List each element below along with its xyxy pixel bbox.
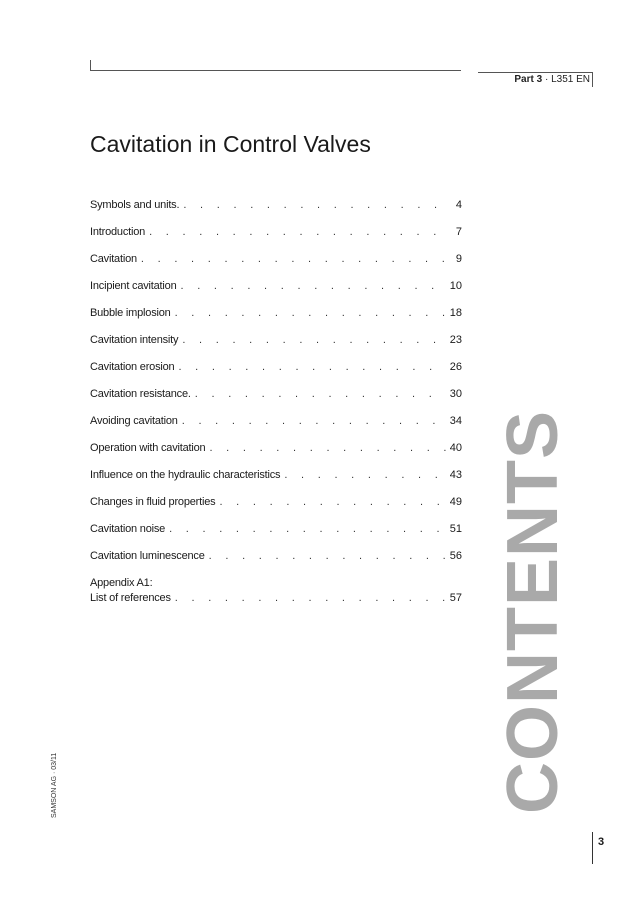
toc-entry[interactable] [90, 523, 462, 550]
toc-entry-label: Cavitation intensity [90, 334, 179, 346]
toc-entry-label: Influence on the hydraulic characteristics [90, 469, 281, 481]
dot-leader [284, 469, 445, 481]
page-number-bar [592, 832, 593, 864]
toc-entry-label: Cavitation resistance. [90, 388, 191, 400]
toc-entry[interactable] [90, 442, 462, 469]
toc-entry[interactable] [90, 253, 462, 280]
dot-leader [141, 253, 446, 265]
table-of-contents [90, 199, 462, 617]
toc-entry-label: Operation with cavitation [90, 442, 206, 454]
toc-entry-page: 23 [449, 334, 462, 346]
header-rule-tick-right [592, 72, 593, 87]
part-label: Part 3 [514, 74, 543, 85]
dot-leader [219, 496, 445, 508]
toc-entry-page: 49 [449, 496, 462, 508]
toc-entry[interactable] [90, 550, 462, 577]
dot-leader [209, 550, 446, 562]
toc-entry-page: 30 [449, 388, 462, 400]
dot-leader [182, 334, 445, 346]
toc-appendix-heading: Appendix A1: [90, 577, 153, 589]
toc-entry-appendix[interactable] [90, 577, 462, 617]
toc-entry-label: Incipient cavitation [90, 280, 177, 292]
dot-leader [149, 226, 446, 238]
toc-entry-label: List of references [90, 592, 171, 604]
toc-entry-page: 7 [455, 226, 462, 238]
toc-entry-label: Avoiding cavitation [90, 415, 178, 427]
toc-entry-label: Bubble implosion [90, 307, 171, 319]
header-rule [90, 70, 461, 71]
dot-leader [209, 442, 445, 454]
toc-entry-label: Cavitation noise [90, 523, 166, 535]
dot-leader [181, 280, 446, 292]
dot-leader [175, 307, 446, 319]
toc-entry-label: Symbols and units. [90, 199, 180, 211]
dot-leader [182, 415, 446, 427]
separator: · [544, 74, 549, 85]
toc-entry[interactable] [90, 496, 462, 523]
toc-entry-page: 26 [449, 361, 462, 373]
toc-entry[interactable] [90, 199, 462, 226]
toc-entry[interactable] [90, 226, 462, 253]
toc-entry-page: 43 [449, 469, 462, 481]
toc-entry-page: 18 [449, 307, 462, 319]
toc-entry[interactable] [90, 388, 462, 415]
toc-entry-label: Cavitation erosion [90, 361, 175, 373]
toc-entry[interactable] [90, 361, 462, 388]
toc-entry[interactable] [90, 307, 462, 334]
page-title: Cavitation in Control Valves [90, 131, 371, 157]
toc-entry[interactable] [90, 415, 462, 442]
toc-entry[interactable] [90, 280, 462, 307]
toc-entry-page: 40 [449, 442, 462, 454]
contents-side-heading: CONTENTS [493, 410, 573, 814]
dot-leader [175, 592, 446, 604]
document-code: L351 EN [551, 74, 590, 85]
toc-entry-page: 9 [455, 253, 462, 265]
toc-entry-page: 34 [449, 415, 462, 427]
header-rule-right [478, 72, 593, 73]
toc-entry-page: 10 [449, 280, 462, 292]
toc-entry-label: Cavitation [90, 253, 137, 265]
toc-entry-label: Cavitation luminescence [90, 550, 205, 562]
toc-entry-page: 4 [455, 199, 462, 211]
dot-leader [183, 199, 446, 211]
toc-entry-page: 57 [449, 592, 462, 604]
dot-leader [195, 388, 446, 400]
toc-entry[interactable] [90, 334, 462, 361]
toc-entry-label: Changes in fluid properties [90, 496, 216, 508]
toc-entry-page: 51 [449, 523, 462, 535]
document-reference [514, 74, 590, 85]
toc-entry[interactable] [90, 469, 462, 496]
dot-leader [178, 361, 445, 373]
dot-leader [169, 523, 446, 535]
page-number: 3 [598, 836, 605, 848]
toc-entry-page: 56 [449, 550, 462, 562]
toc-entry-label: Introduction [90, 226, 146, 238]
publisher-imprint: SAMSON AG · 03/11 [51, 752, 58, 818]
